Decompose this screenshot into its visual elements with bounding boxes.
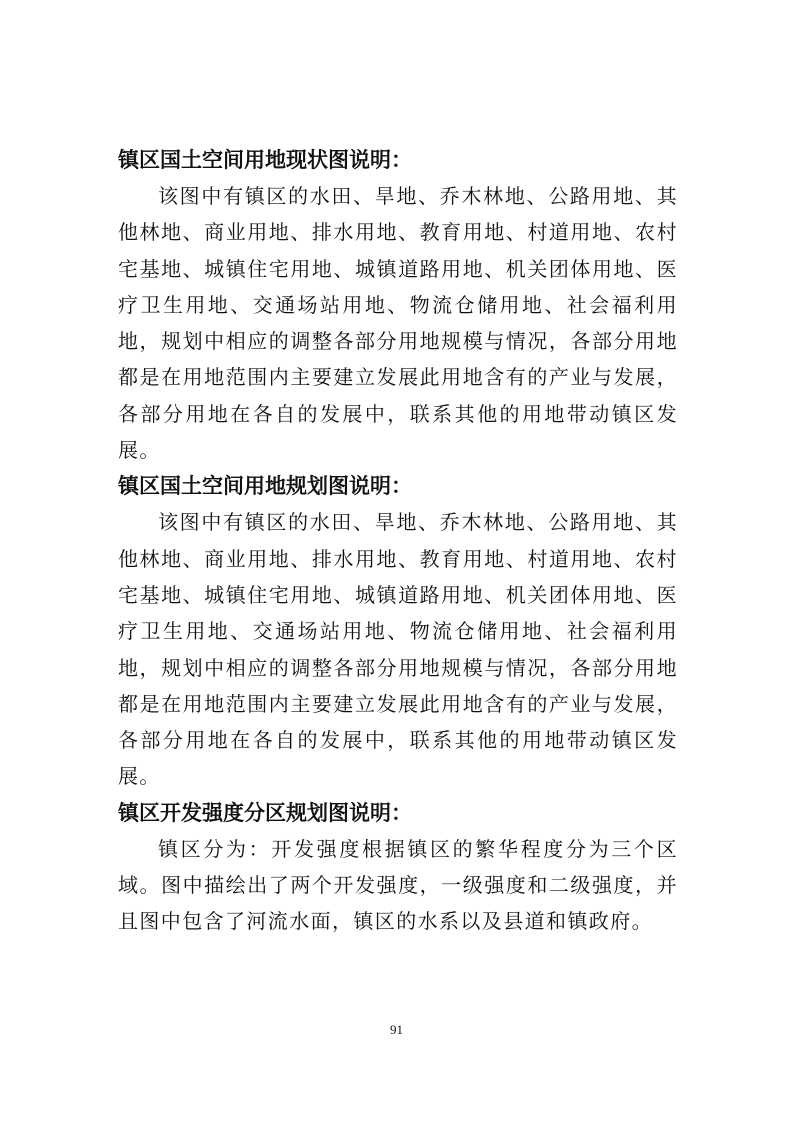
page-number: 91 — [390, 1022, 403, 1037]
section-heading-development-intensity: 镇区开发强度分区规划图说明： — [118, 800, 412, 825]
section-paragraph-land-use-status: 该图中有镇区的水田、旱地、乔木林地、公路用地、其他林地、商业用地、排水用地、教育用地、村道用地、农村宅基地、城镇住宅用地、城镇道路用地、机关团体用地、医疗卫生用地、交通场站用地、物流仓储用地、社会福利用地，规划中相应的调整各部分用地规模与情况，各部分用地都是在用地范围内主要建立发展此用地含有的产业与发展，各部分用地在各自的发展中，联系其他的用地带动镇区发展。 — [118, 184, 678, 463]
section-heading-land-use-plan: 镇区国土空间用地规划图说明： — [118, 474, 412, 499]
section-heading-land-use-status: 镇区国土空间用地现状图说明： — [118, 148, 412, 172]
section-paragraph-land-use-plan: 该图中有镇区的水田、旱地、乔木林地、公路用地、其他林地、商业用地、排水用地、教育用地、村道用地、农村宅基地、城镇住宅用地、城镇道路用地、机关团体用地、医疗卫生用地、交通场站用地、物流仓储用地、社会福利用地，规划中相应的调整各部分用地规模与情况，各部分用地都是在用地范围内主要建立发展此用地含有的产业与发展，各部分用地在各自的发展中，联系其他的用地带动镇区发展。 — [118, 510, 678, 789]
section-paragraph-development-intensity: 镇区分为：开发强度根据镇区的繁华程度分为三个区域。图中描绘出了两个开发强度，一级强度和二级强度，并且图中包含了河流水面，镇区的水系以及县道和镇政府。 — [118, 836, 678, 934]
page-content — [118, 142, 678, 940]
